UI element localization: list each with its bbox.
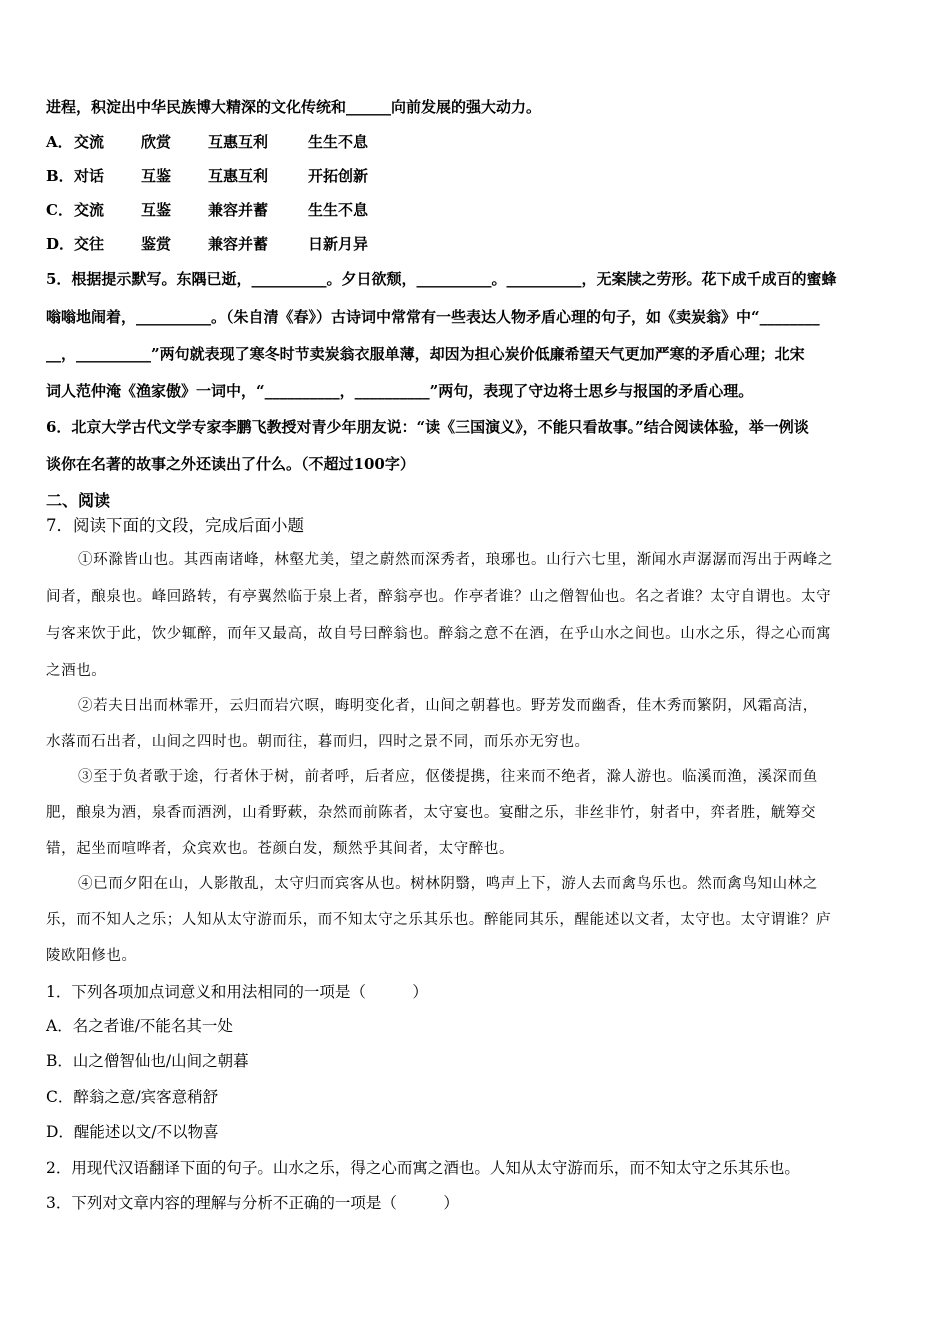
q4-option-b: B．对话 互鉴 互惠互利 开拓创新 <box>46 167 369 185</box>
q7-heading: 7．阅读下面的文段，完成后面小题 <box>46 516 304 535</box>
q6-line-1: 6．北京大学古代文学专家李鹏飞教授对青少年朋友说：“读《三国演义》，不能只看故事。”结合阅读体验，举一例谈 <box>46 418 809 436</box>
passage-p4-line-3: 陵欧阳修也。 <box>46 948 137 964</box>
passage-p1-line-2: 间者，酿泉也。峰回路转，有亭翼然临于泉上者，醉翁亭也。作亭者谁？山之僧智仙也。名之者谁？太守自谓也。太守 <box>46 589 832 605</box>
q5-line-3: __，__________”两句就表现了寒冬时节卖炭翁衣服单薄，却因为担心炭价低廉希望天气更加严寒的矛盾心理；北宋 <box>46 345 805 363</box>
subq-1: 1．下列各项加点词意义和用法相同的一项是（ ） <box>46 983 428 1001</box>
q4-text-end: 进程，积淀出中华民族博大精深的文化传统和______向前发展的强大动力。 <box>46 98 542 116</box>
subq-1-option-b: B．山之僧智仙也/山间之朝暮 <box>46 1052 249 1070</box>
passage-p1-line-4: 之酒也。 <box>46 663 107 679</box>
passage-p1-line-1: ①环滁皆山也。其西南诸峰，林壑尤美，望之蔚然而深秀者，琅琊也。山行六七里，渐闻水声潺潺而泻出于两峰之 <box>78 552 833 568</box>
subq-1-option-d: D．醒能述以文/不以物喜 <box>46 1123 219 1141</box>
q4-option-c: C．交流 互鉴 兼容并蓄 生生不息 <box>46 201 369 219</box>
section-heading-reading: 二、阅读 <box>46 491 111 510</box>
passage-p2-line-2: 水落而石出者，山间之四时也。朝而往，暮而归，四时之景不同，而乐亦无穷也。 <box>46 734 590 750</box>
passage-p4-line-1: ④已而夕阳在山，人影散乱，太守归而宾客从也。树林阴翳，鸣声上下，游人去而禽鸟乐也。然而禽鸟知山林之 <box>78 876 818 892</box>
passage-p3-line-3: 错，起坐而喧哗者，众宾欢也。苍颜白发，颓然乎其间者，太守醉也。 <box>46 841 515 857</box>
subq-3: 3．下列对文章内容的理解与分析不正确的一项是（ ） <box>46 1194 459 1212</box>
subq-1-option-a: A．名之者谁/不能名其一处 <box>46 1017 233 1035</box>
subq-2: 2．用现代汉语翻译下面的句子。山水之乐，得之心而寓之酒也。人知从太守游而乐，而不知太守之乐其乐也。 <box>46 1159 800 1177</box>
passage-p3-line-2: 肥，酿泉为酒，泉香而酒洌，山肴野蔌，杂然而前陈者，太守宴也。宴酣之乐，非丝非竹，射者中，弈者胜，觥筹交 <box>46 805 817 821</box>
q5-line-2: 嗡嗡地闹着，__________。（朱自清《春》）古诗词中常常有一些表达人物矛盾心理的句子，如《卖炭翁》中“________ <box>46 308 820 326</box>
q5-line-4: 词人范仲淹《渔家傲》一词中，“__________，__________”两句，表现了守边将士思乡与报国的矛盾心理。 <box>46 382 754 400</box>
passage-p1-line-3: 与客来饮于此，饮少辄醉，而年又最高，故自号曰醉翁也。醉翁之意不在酒，在乎山水之间也。山水之乐，得之心而寓 <box>46 626 832 642</box>
passage-p3-line-1: ③至于负者歌于途，行者休于树，前者呼，后者应，伛偻提携，往来而不绝者，滁人游也。临溪而渔，溪深而鱼 <box>78 769 818 785</box>
passage-p4-line-2: 乐，而不知人之乐；人知从太守游而乐，而不知太守之乐其乐也。醉能同其乐，醒能述以文者，太守也。太守谓谁？庐 <box>46 912 832 928</box>
q4-option-a: A．交流 欣赏 互惠互利 生生不息 <box>46 133 369 151</box>
subq-1-option-c: C．醉翁之意/宾客意稍舒 <box>46 1088 219 1106</box>
q5-line-1: 5．根据提示默写。东隅已逝，__________。夕日欲颓，__________。__________，无案牍之劳形。花下成千成百的蜜蜂 <box>46 270 837 288</box>
q4-option-d: D．交往 鉴赏 兼容并蓄 日新月异 <box>46 235 369 253</box>
passage-p2-line-1: ②若夫日出而林霏开，云归而岩穴暝，晦明变化者，山间之朝暮也。野芳发而幽香，佳木秀而繁阴，风霜高洁， <box>78 698 818 714</box>
q6-line-2: 谈你在名著的故事之外还读出了什么。（不超过100字） <box>46 455 415 473</box>
